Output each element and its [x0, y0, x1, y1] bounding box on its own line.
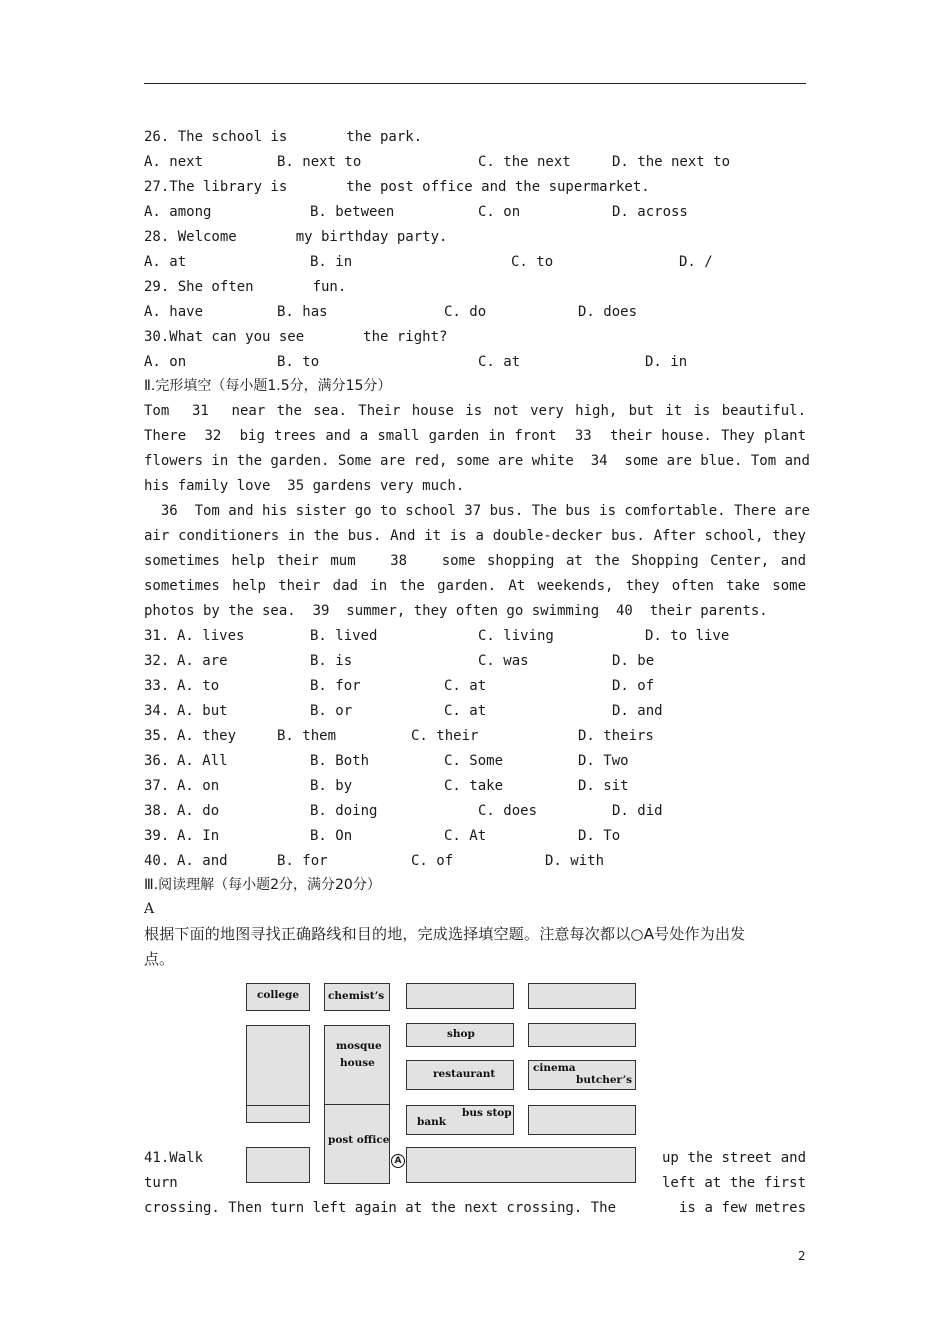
option: A. on — [177, 778, 220, 794]
map-label-cinema: cinema — [533, 1062, 576, 1074]
option: B. by — [310, 778, 353, 794]
cloze-options-38 — [144, 800, 806, 822]
option: C. their — [411, 728, 479, 744]
option: D. across — [612, 204, 688, 220]
option: C. take — [444, 778, 504, 794]
option: A. to — [177, 678, 220, 694]
cloze-line: sometimes help their dad in the garden. At weekends, they often take some — [144, 578, 806, 594]
option: C. at — [478, 354, 521, 370]
cloze-options-40 — [144, 850, 806, 872]
option: B. in — [310, 254, 353, 270]
option: D. / — [679, 254, 713, 270]
option: D. in — [645, 354, 688, 370]
cloze-line: air conditioners in the bus. And it is a double-decker bus. After school, they — [144, 528, 806, 544]
map-block — [246, 1025, 310, 1113]
map-block — [406, 1147, 636, 1183]
option: C. do — [444, 304, 487, 320]
map-label-mosque: mosque — [336, 1040, 382, 1052]
section-3-instruction: 根据下面的地图寻找正确路线和目的地，完成选择填空题。注意每次都以○A号处作为出发 — [144, 925, 746, 943]
option: D. sit — [578, 778, 629, 794]
cloze-line: his family love 35 gardens very much. — [144, 478, 465, 494]
map-block — [528, 983, 636, 1009]
option: A. but — [177, 703, 228, 719]
option-number: 33. — [144, 678, 170, 694]
option: A. In — [177, 828, 220, 844]
map-block — [406, 983, 514, 1009]
cloze-line: 36 Tom and his sister go to school 37 bus. The bus is comfortable. There are — [144, 503, 810, 519]
option: D. does — [578, 304, 638, 320]
option-number: 37. — [144, 778, 170, 794]
option: C. At — [444, 828, 487, 844]
option: A. are — [177, 653, 228, 669]
section-2-heading: Ⅱ.完形填空（每小题1.5分，满分15分） — [144, 378, 392, 394]
option: B. for — [277, 853, 328, 869]
cloze-options-37 — [144, 775, 806, 797]
option: C. to — [511, 254, 554, 270]
map-label-restaurant: restaurant — [433, 1068, 496, 1080]
option: D. be — [612, 653, 655, 669]
question-27-options — [144, 201, 806, 223]
section-3-heading: Ⅲ.阅读理解（每小题2分，满分20分） — [144, 877, 381, 893]
option-number: 36. — [144, 753, 170, 769]
option: C. the next — [478, 154, 571, 170]
option: A. have — [144, 304, 204, 320]
option: A. they — [177, 728, 237, 744]
question-26-stem: 26. The school is the park. — [144, 129, 423, 145]
question-41-line: crossing. Then turn left again at the next crossing. The — [144, 1200, 617, 1216]
map-label-chemists: chemist’s — [328, 990, 385, 1002]
cloze-options-32 — [144, 650, 806, 672]
question-41-right: up the street and — [662, 1150, 806, 1166]
option-number: 39. — [144, 828, 170, 844]
option: B. Both — [310, 753, 370, 769]
cloze-line: flowers in the garden. Some are red, some are white 34 some are blue. Tom and — [144, 453, 810, 469]
question-26-options — [144, 151, 806, 173]
option: C. Some — [444, 753, 504, 769]
option: D. To — [578, 828, 621, 844]
option: A. at — [144, 254, 187, 270]
question-28-stem: 28. Welcome my birthday party. — [144, 229, 448, 245]
question-41-left: 41.Walk — [144, 1150, 204, 1166]
question-30-stem: 30.What can you see the right? — [144, 329, 448, 345]
option: D. to live — [645, 628, 730, 644]
option: C. does — [478, 803, 538, 819]
option: B. On — [310, 828, 353, 844]
option-number: 35. — [144, 728, 170, 744]
option: D. and — [612, 703, 663, 719]
question-29-stem: 29. She often fun. — [144, 279, 347, 295]
cloze-options-31 — [144, 625, 806, 647]
map-block — [528, 1105, 636, 1135]
option: A. All — [177, 753, 228, 769]
option: D. of — [612, 678, 655, 694]
cloze-line: There 32 big trees and a small garden in front 33 their house. They plant — [144, 428, 806, 444]
section-3-subheading: A — [144, 901, 155, 917]
option: C. of — [411, 853, 454, 869]
option: C. living — [478, 628, 554, 644]
option: B. doing — [310, 803, 378, 819]
header-rule — [144, 83, 806, 84]
option: B. is — [310, 653, 353, 669]
option: B. has — [277, 304, 328, 320]
map-label-bus-stop: bus stop — [462, 1107, 512, 1119]
option: C. at — [444, 678, 487, 694]
map-label-house: house — [340, 1057, 375, 1069]
option-number: 38. — [144, 803, 170, 819]
option: D. did — [612, 803, 663, 819]
map-block-mosque — [324, 1025, 390, 1113]
map-block — [246, 1105, 310, 1123]
page-number: 2 — [798, 1249, 806, 1263]
map-block — [246, 1147, 310, 1183]
question-41-line-end: is a few metres — [679, 1200, 806, 1216]
option: B. lived — [310, 628, 378, 644]
option: D. with — [545, 853, 605, 869]
question-30-options — [144, 351, 806, 373]
cloze-options-33 — [144, 675, 806, 697]
option: A. and — [177, 853, 228, 869]
cloze-options-36 — [144, 750, 806, 772]
question-27-stem: 27.The library is the post office and the supermarket. — [144, 179, 650, 195]
cloze-line: sometimes help their mum 38 some shopping at the Shopping Center, and — [144, 553, 806, 569]
map-label-bank: bank — [417, 1116, 447, 1128]
option: B. for — [310, 678, 361, 694]
option: B. to — [277, 354, 320, 370]
map-label-post-office: post office — [328, 1134, 390, 1146]
question-28-options — [144, 251, 806, 273]
option: A. next — [144, 154, 204, 170]
cloze-options-35 — [144, 725, 806, 747]
map-block — [528, 1023, 636, 1047]
cloze-options-34 — [144, 700, 806, 722]
cloze-line: Tom 31 near the sea. Their house is not very high, but it is beautiful. — [144, 403, 806, 419]
option-number: 32. — [144, 653, 170, 669]
option: A. on — [144, 354, 187, 370]
option: B. them — [277, 728, 337, 744]
option: B. between — [310, 204, 395, 220]
map-label-college: college — [257, 989, 300, 1001]
option: D. theirs — [578, 728, 654, 744]
question-41-right: left at the first — [662, 1175, 806, 1191]
question-29-options — [144, 301, 806, 323]
street-map — [246, 981, 638, 1185]
option: A. lives — [177, 628, 245, 644]
map-label-shop: shop — [447, 1028, 475, 1040]
option: C. on — [478, 204, 521, 220]
option-number: 40. — [144, 853, 170, 869]
option-number: 31. — [144, 628, 170, 644]
section-3-instruction-end: 点。 — [144, 950, 175, 968]
question-41-left: turn — [144, 1175, 178, 1191]
option: B. next to — [277, 154, 362, 170]
cloze-line: photos by the sea. 39 summer, they often go swimming 40 their parents. — [144, 603, 768, 619]
option-number: 34. — [144, 703, 170, 719]
option: B. or — [310, 703, 353, 719]
option: D. Two — [578, 753, 629, 769]
option: A. do — [177, 803, 220, 819]
cloze-options-39 — [144, 825, 806, 847]
start-point-marker: A — [391, 1154, 405, 1168]
option: A. among — [144, 204, 212, 220]
option: C. was — [478, 653, 529, 669]
map-label-butchers: butcher’s — [576, 1074, 633, 1086]
option: C. at — [444, 703, 487, 719]
option: D. the next to — [612, 154, 731, 170]
